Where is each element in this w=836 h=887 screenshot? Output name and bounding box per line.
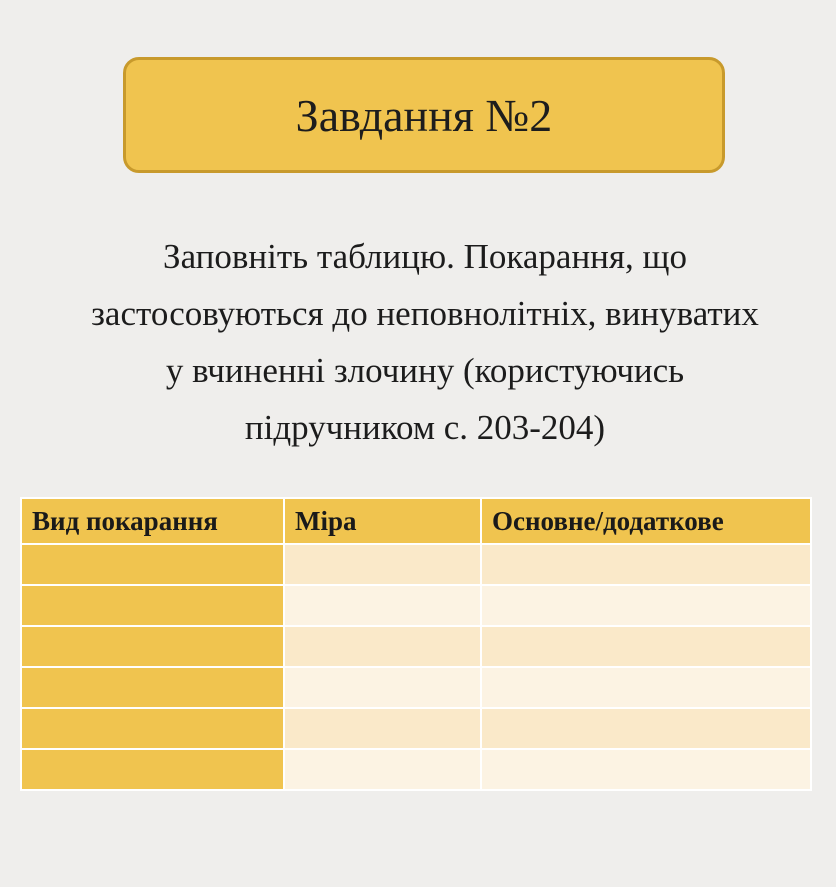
cell-measure[interactable] [284,708,481,749]
table-header-row [21,498,811,544]
cell-measure[interactable] [284,585,481,626]
cell-measure[interactable] [284,667,481,708]
cell-main-additional[interactable] [481,749,811,790]
table-row [21,626,811,667]
cell-punishment-type[interactable] [21,585,284,626]
cell-punishment-type[interactable] [21,749,284,790]
cell-main-additional[interactable] [481,667,811,708]
cell-measure[interactable] [284,544,481,585]
cell-punishment-type[interactable] [21,667,284,708]
punishment-table [20,497,812,791]
table-row [21,585,811,626]
header-measure: Міра [284,498,481,544]
header-punishment-type: Вид покарання [21,498,284,544]
table-row [21,749,811,790]
instruction-line: Заповніть таблицю. Покарання, що [163,237,687,276]
cell-main-additional[interactable] [481,708,811,749]
table-row [21,708,811,749]
task-instruction [20,228,830,456]
table-row [21,544,811,585]
cell-main-additional[interactable] [481,585,811,626]
cell-punishment-type[interactable] [21,626,284,667]
cell-punishment-type[interactable] [21,708,284,749]
cell-main-additional[interactable] [481,544,811,585]
cell-punishment-type[interactable] [21,544,284,585]
instruction-line: застосовуються до неповнолітніх, винуватих [91,294,759,333]
cell-main-additional[interactable] [481,626,811,667]
task-title-banner [123,57,725,173]
instruction-line: у вчиненні злочину (користуючись [165,351,685,390]
cell-measure[interactable] [284,749,481,790]
instruction-line: підручником с. 203-204) [244,408,606,447]
cell-measure[interactable] [284,626,481,667]
task-title: Завдання №2 [295,89,553,141]
header-main-additional: Основне/додаткове [481,498,811,544]
table-row [21,667,811,708]
